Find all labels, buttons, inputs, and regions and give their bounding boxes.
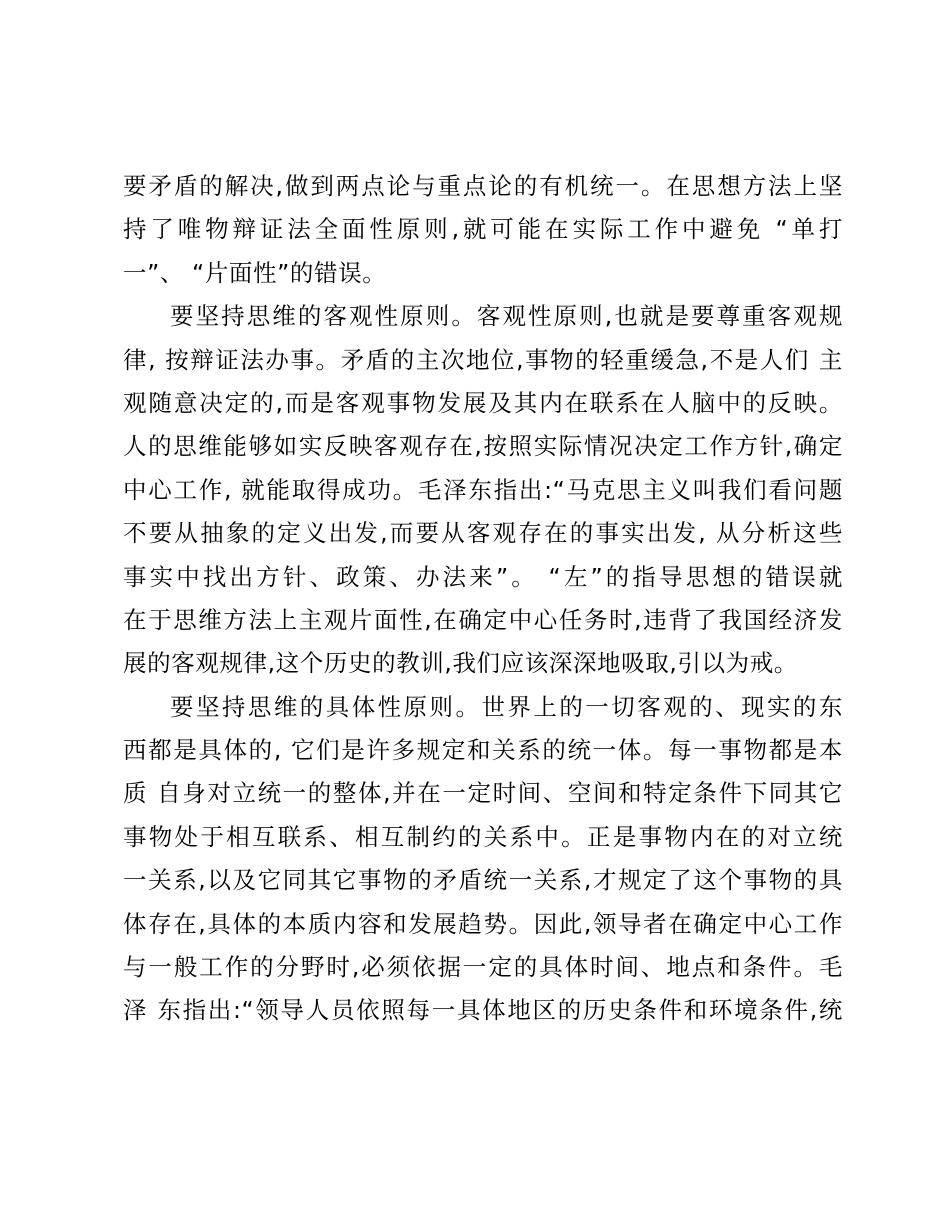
paragraph-first-line: 要坚持思维的客观性原则。客观性原则,也就是要尊重客观规 — [170, 302, 843, 331]
text-line: 不要从抽象的定义出发,而要从客观存在的事实出发, 从分析这些 — [123, 519, 843, 548]
text-line: 质 自身对立统一的整体,并在一定时间、空间和特定条件下同其它 — [123, 779, 843, 808]
text-line: 律, 按辩证法办事。矛盾的主次地位,事物的轻重缓急,不是人们 主 — [123, 345, 843, 374]
text-line: 在于思维方法上主观片面性,在确定中心任务时,违背了我国经济发 — [123, 605, 843, 634]
text-line: 泽 东指出:“领导人员依照每一具体地区的历史条件和环境条件,统 — [123, 996, 843, 1025]
text-line: 一关系,以及它同其它事物的矛盾统一关系,才规定了这个事物的具 — [123, 866, 843, 895]
text-line: 一”、 “片面性”的错误。 — [123, 258, 387, 287]
paragraph-first-line: 要坚持思维的具体性原则。世界上的一切客观的、现实的东 — [170, 692, 843, 721]
text-line: 人的思维能够如实反映客观存在,按照实际情况决定工作方针,确定 — [123, 432, 843, 461]
text-line: 观随意决定的,而是客观事物发展及其内在联系在人脑中的反映。 — [123, 388, 843, 417]
text-line: 体存在,具体的本质内容和发展趋势。因此,领导者在确定中心工作 — [123, 909, 843, 938]
text-line: 与一般工作的分野时,必须依据一定的具体时间、地点和条件。毛 — [123, 953, 843, 982]
text-line: 展的客观规律,这个历史的教训,我们应该深深地吸取,引以为戒。 — [123, 649, 798, 678]
text-line: 要矛盾的解决,做到两点论与重点论的有机统一。在思想方法上坚 — [123, 172, 843, 200]
text-line: 中心工作, 就能取得成功。毛泽东指出:“马克思主义叫我们看问题 — [123, 475, 843, 504]
text-line: 西都是具体的, 它们是许多规定和关系的统一体。每一事物都是本 — [123, 736, 843, 765]
text-line: 事实中找出方针、政策、办法来”。 “左”的指导思想的错误就 — [123, 562, 843, 591]
text-line: 事物处于相互联系、相互制约的关系中。正是事物内在的对立统 — [123, 822, 843, 851]
text-line: 持了唯物辩证法全面性原则,就可能在实际工作中避免 “单打 — [123, 215, 843, 244]
body-text — [123, 165, 843, 1033]
